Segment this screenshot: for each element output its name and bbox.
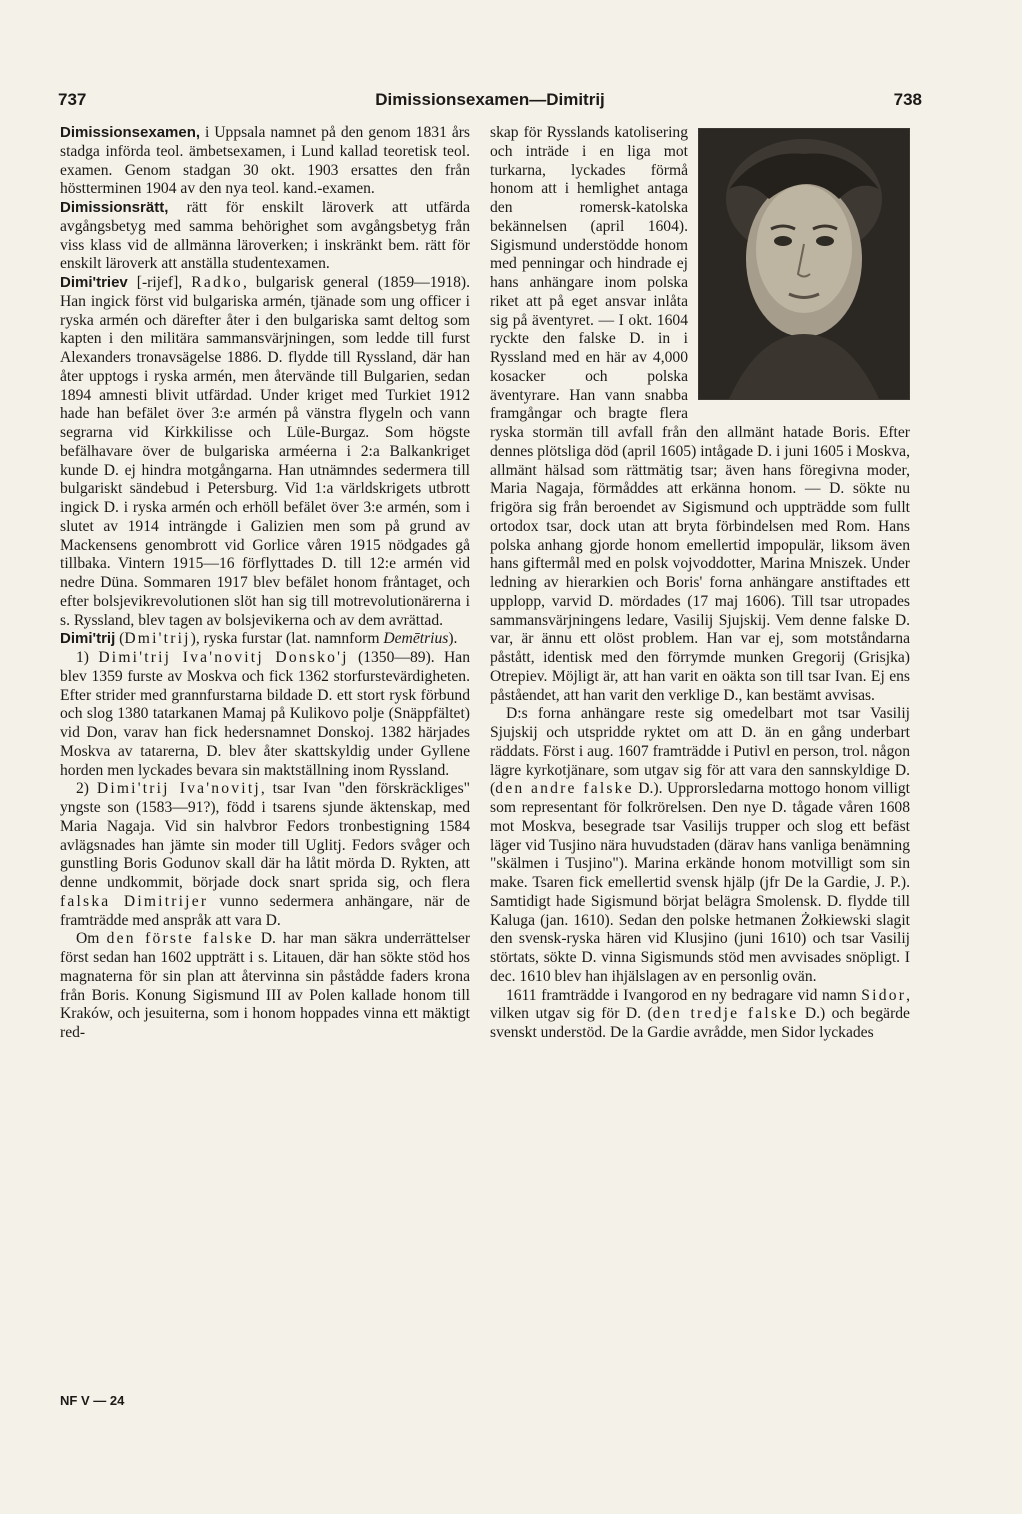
entry-text: [-rijef],: [127, 274, 192, 291]
entry-text: D.). Upprorsledarna mottogo honom villigt som representant för folkrörelsen. Den nye D. tågade våren 1608 mot Moskva, besegrade tsar Vasilijs trupper och slog ett befäst läger vid Tusjino nära huvudstaden (därav hans vanliga benämning "skälmen i Tusjino"). Marina erkände honom motvilligt som sin make. Tsaren fick emellertid svensk hjälp (jfr De la Gardie, J. P.). Samtidigt hade Sigismund börjat belägra Smolensk. D. flydde till Kaluga (jan. 1610). Sedan den polske hetmanen Żołkiewski slagit den svensk-ryska hären vid Klusjino (juni 1610) och tsar Vasilij störtats, sökte D. vinna Sigismunds stöd men avvisades snöpligt. I dec. 1610 blev han ihjälslagen av en personlig ovän.: [490, 780, 910, 985]
spaced-name: Radko: [191, 274, 243, 291]
latin-name: Demētrius: [383, 630, 449, 648]
entry-text: (: [115, 630, 125, 648]
entry-text: i Uppsala namnet på den genom 1831 års stadga införda teol. ämbetsexamen, i Lund kallad teoretisk teol. examen. Genom stadgan 30 okt. 1903 ersattes den från höstterminen 1904 av den nya teol. kand.-examen.: [60, 124, 470, 198]
headword: Dimissionsexamen,: [60, 124, 201, 141]
page-number-right: 738: [893, 90, 922, 109]
paragraph: [60, 780, 470, 930]
entry-text: vunno sedermera anhängare, när de framträdde med anspråk att vara D.: [60, 892, 470, 929]
paragraph: [60, 274, 470, 630]
paragraph: [60, 930, 470, 1043]
entry-text: D. har man säkra underrättelser först sedan han 1602 uppträtt i s. Litauen, där han sökte stöd hos magnaterna för sin plan att återvinna sin påstådde faders krona från Boris. Konung Sigismund III av Polen kallade honom till Kraków, och jesuiterna, som i honom hoppades vinna ett mäktigt red-: [60, 930, 471, 1041]
paragraph: [490, 987, 910, 1043]
paragraph: [60, 649, 470, 780]
spaced-name: Dmi'trij: [124, 630, 191, 648]
paragraph: [60, 124, 470, 199]
entry-text: Om: [76, 930, 107, 948]
headword: Dimissionsrätt,: [60, 199, 169, 216]
spaced-name: Dimi'trij Iva'novitj: [96, 780, 261, 798]
entry-text: rätt för enskilt läroverk att utfärda avgångsbetyg med samma behörighet som avgångsbetyg från viss klass vid de allmänna läroverken; i inskränkt bem. rätt för enskilt läroverk att anställa studentexamen.: [60, 199, 470, 273]
entry-text: ).: [448, 630, 458, 648]
headword: Dimi'triev: [60, 274, 128, 291]
spaced-name: den tredje falske: [652, 1005, 799, 1023]
entry-text: 2): [76, 780, 97, 798]
left-column: [60, 124, 470, 1043]
entry-text: D.) och begärde svenskt understöd. De la Gardie avrådde, men Sidor lyckades: [490, 1005, 910, 1041]
entry-text: , bulgarisk general (1859—1918). Han ingick först vid bulgariska armén, tjänade som ung officer i ryska armén och därefter åter i den bulgariska samt deltog som kapten i den militära sammansvärjningen, som ledde till furst Alexanders tronavsägelse 1886. D. flydde till Ryssland, där han åter upptogs i ryska armén, men återvände till Bulgarien, sedan 1894 amnesti blivit utfärdad. Under kriget med Turkiet 1912 hade han befälet över 3:e armén på vänstra flygeln och vann segrarna vid Kirkkilisse och Lüle-Burgaz. Som högste befälhavare över de bulgariska arméerna i 2:a Balkankriget kunde D. ej hindra motgångarna. Han utnämndes sedermera till bulgariskt sändebud i Petersburg. Vid 1:a världskrigets utbrott ingick D. i ryska armén och erhöll befälet över 3:e armén, som i slutet av 1914 inträngde i Galizien men som på grund av Mackensens genombrott vid Gorlice våren 1915 nödgades gå tillbaka. Vintern 1915—16 förflyttades D. till 12:e armén vid nedre Düna. Sommaren 1917 blev befälet honom fråntaget, och efter bolsjevikrevolutionen slöt han sig till motrevolutionärerna i s. Ryssland, blev tagen av bolsjevikerna och av dem avrättad.: [60, 274, 471, 629]
paragraph: [490, 124, 910, 705]
signature-mark: NF V — 24: [60, 1393, 125, 1408]
entry-text: (1350—89). Han blev 1359 furste av Moskva och fick 1362 storfurstevärdigheten. Efter strider med grannfurstarna bildade D. ett stort rysk förbund och slog 1380 tatarkanen Mamaj på Kulikovo polje (Snäppfältet) vid Don, varav han fick hedersnamnet Donskoj. 1382 härjades Moskva av tatarerna, D. blev åter skattskyldig under Gyllene horden men lyckades bevara sin maktställning inom Ryssland.: [60, 649, 471, 779]
entry-text: D:s forna anhängare reste sig omedelbart mot tsar Vasilij Sjujskij och utspridde ryktet om att D. än en gång underbart räddats. Först i aug. 1607 framträdde i Putivl en person, trol. någon lägre kyrkotjänare, som utgav sig för att vara den sannskyldige D. (: [490, 705, 910, 798]
entry-text: , tsar Ivan "den förskräckliges" yngste son (1583—91?), född i tsarens sjunde äktenskap, med Maria Nagaja. Vid sin halvbror Fedors tronbestigning 1584 avlägsnades han jämte sin moder till Uglitj. Fedors svåger och gunstling Boris Godunov skall där ha låtit mörda D. Rykten, att denne undkommit, började dock snart sprida sig, och flera: [60, 780, 471, 891]
right-column: [490, 124, 910, 1043]
paragraph: [490, 705, 910, 986]
page-header: [58, 90, 922, 110]
headword: Dimi'trij: [60, 630, 116, 648]
spaced-name: falska Dimitrijer: [60, 892, 209, 910]
spaced-name: den förste falske: [106, 930, 254, 948]
entry-text: 1611 framträdde i Ivangorod en ny bedragare vid namn: [506, 986, 862, 1004]
entry-text: skap för Rysslands katolisering och inträde i en liga mot turkarna, lyckades förmå honom att i hemlighet antaga den romersk-katolska bekännelsen (april 1604). Sigismund understödde honom med penningar och hindrade ej hans anhängare inom polska riket att på eget ansvar inlåta sig på äventyret. — I okt. 1604 ryckte den falske D. in i Ryssland med en här av 4,000 kosacker och polska äventyrare. Han vann snabba framgångar och bragte flera ryska stormän till avfall från den allmänt hatade Boris. Efter dennes plötsliga död (april 1605) intågade D. i juni 1605 i Moskva, allmänt hälsad som rättmätig tsar; även hans föregivna moder, Maria Nagaja, förmåddes att erkänna honom. — D. sökte nu frigöra sig från beroendet av Sigismund och uppträdde som fullt ortodox tsar, dock utan att bryta förbindelsen med Rom. Hans polska anhang gjorde honom emellertid impopulär, liksom även hans giftermål med en polsk vojvoddotter, Marina Mniszek. Under ledning av hierarkien och Boris' forna anhängare anstiftades ett upplopp, varvid D. mördades (17 maj 1606). Till tsar utropades sammansvärjningens ledare, Vasilij Sjujskij. Vem denne falske D. var, är ännu ett olöst problem. Han var ej, som motståndarna påstått, identisk med den förrymde munken Gregorij (Grisjka) Otrepiev. Möjligt är, att han varit en oäkta son till tsar Ivan. Ej ens påståendet, att han varit den verklige D., kan bestämt avvisas.: [490, 124, 910, 704]
running-title: Dimissionsexamen—Dimitrij: [375, 90, 605, 109]
entry-text: ), ryska furstar (lat. namnform: [190, 630, 384, 648]
spaced-name: Sidor: [861, 986, 907, 1004]
entry-text: 1): [76, 649, 99, 666]
page-number-left: 737: [58, 90, 87, 109]
paragraph: [60, 630, 470, 649]
spaced-name: den andre falske: [495, 780, 634, 798]
spaced-name: Dimi'trij Iva'novitj Donsko'j: [98, 649, 349, 666]
paragraph: [60, 199, 470, 274]
entry-text: , vilken utgav sig för D. (: [490, 986, 910, 1023]
portrait-image: [698, 128, 910, 400]
